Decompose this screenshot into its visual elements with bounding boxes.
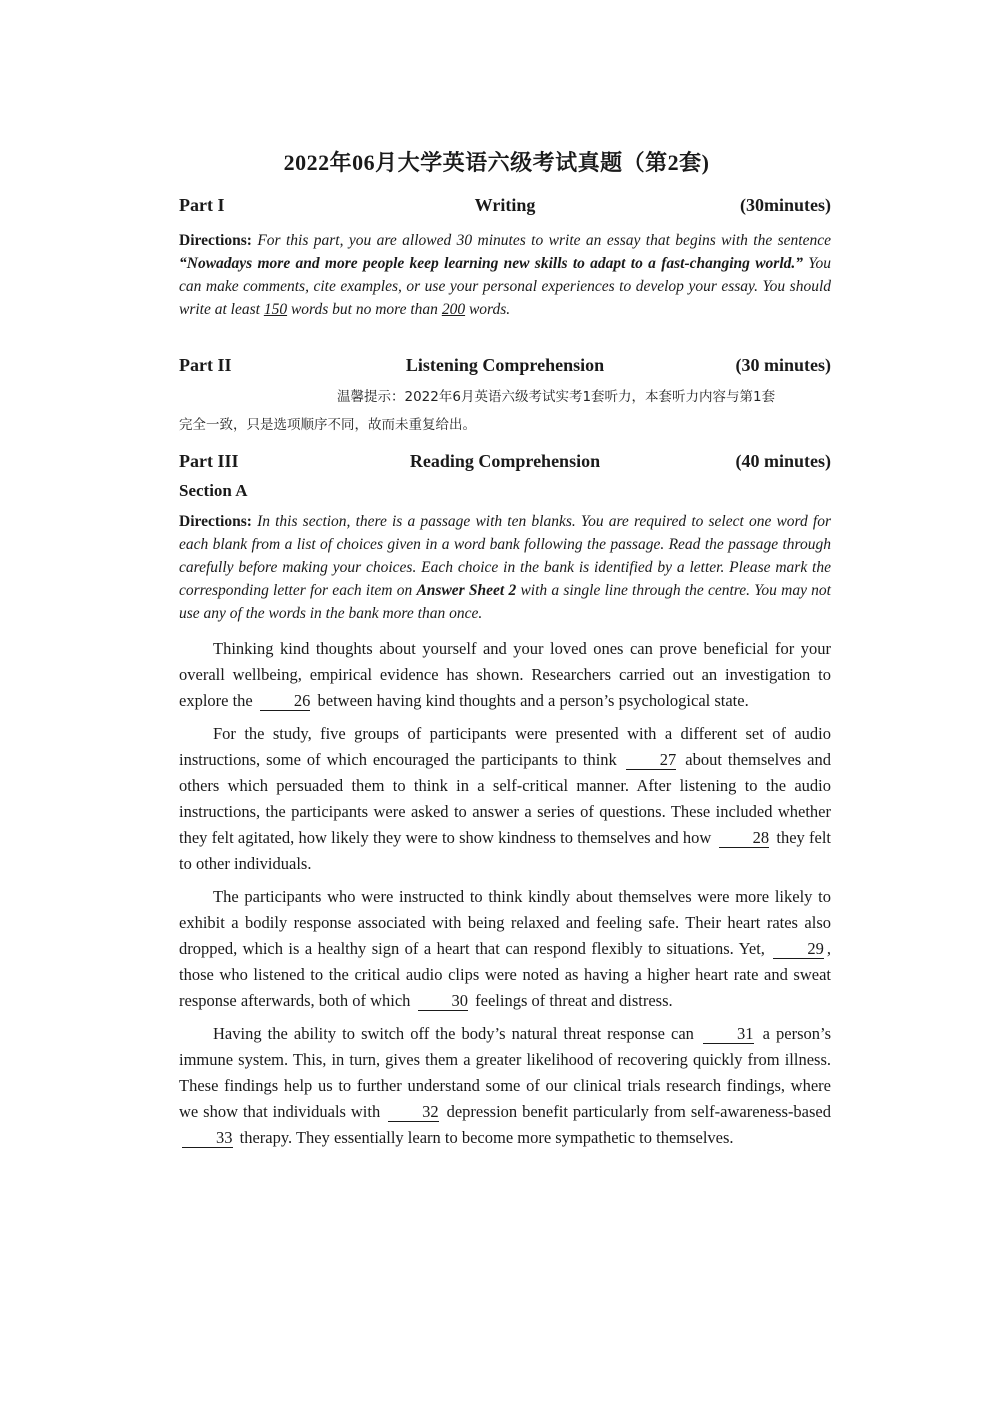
part3-label: Part III	[179, 451, 239, 471]
blank-27: 27	[626, 751, 677, 770]
page-title: 2022年06月大学英语六级考试真题（第2套)	[283, 150, 710, 175]
passage-paragraph-1	[179, 636, 831, 714]
passage-text: Having the ability to switch off the body’s natural threat response can	[213, 1024, 694, 1043]
blank-32: 32	[388, 1103, 439, 1122]
directions-text-a: For this part, you are allowed 30 minutes to write an essay that begins with the sentence	[257, 232, 831, 249]
section-a-heading: Section A	[179, 481, 248, 500]
directions-text-a: In this section, there is a passage with ten blanks. You are required to select one word for each blank from a list of choices given in a word bank following the passage. Read the passage through carefully before making your choices. Each choice in the bank is identified by a letter. Please mark the corresponding letter for each item on	[179, 513, 831, 599]
blank-30: 30	[418, 992, 469, 1011]
blank-26: 26	[260, 692, 311, 711]
answer-sheet-ref: Answer Sheet 2	[416, 582, 517, 599]
part2-label: Part II	[179, 355, 232, 375]
passage-text: therapy. They essentially learn to become more sympathetic to themselves.	[239, 1128, 734, 1147]
passage-text: depression benefit particularly from self-awareness-based	[446, 1102, 832, 1121]
directions-text-b: You can make comments, cite examples, or use your personal experiences to develop your essay. You should write at least	[179, 255, 831, 318]
directions-text-c: words but no more than	[290, 301, 438, 318]
part3-header	[179, 451, 831, 475]
passage-text: a person’s immune system. This, in turn, gives them a greater likelihood of recovering quickly from illness. These findings help us to further understand some of our clinical trials research findings, where we show that individuals with	[179, 1024, 832, 1121]
min-words: 150	[263, 301, 288, 318]
passage-text: they felt to other individuals.	[179, 828, 832, 873]
directions-text-d: words.	[468, 301, 511, 318]
passage-text: , those who listened to the critical audio clips were noted as having a higher heart rate and sweat response afterwards, both of which	[179, 939, 832, 1010]
part2-time: (30 minutes)	[735, 355, 831, 375]
part1-label: Part I	[179, 195, 225, 215]
essay-opening-sentence: “Nowadays more and more people keep learning new skills to adapt to a fast-changing world.”	[179, 255, 803, 272]
part1-name: Writing	[474, 195, 536, 215]
blank-28: 28	[719, 829, 770, 848]
part3-name: Reading Comprehension	[409, 451, 601, 471]
part3-directions	[179, 510, 831, 625]
directions-label: Directions:	[179, 232, 252, 249]
directions-label: Directions:	[179, 513, 252, 530]
part1-time: (30minutes)	[740, 195, 831, 215]
part1-header	[179, 195, 831, 219]
blank-33: 33	[182, 1129, 233, 1148]
part2-name: Listening Comprehension	[405, 355, 605, 375]
passage-text: between having kind thoughts and a person’s psychological state.	[317, 691, 749, 710]
passage-paragraph-4	[179, 1021, 831, 1151]
listening-tip	[179, 383, 831, 439]
blank-29: 29	[773, 940, 824, 959]
passage-text: about themselves and others which persuaded them to think in a self-critical manner. After listening to the audio instructions, the participants were asked to answer a series of questions. These included whether they felt agitated, how likely they were to show kindness to themselves and how	[179, 750, 832, 847]
directions-text-b: with a single line through the centre. You may not use any of the words in the bank more than once.	[179, 582, 831, 622]
passage-text: For the study, five groups of participants were presented with a different set of audio instructions, some of which encouraged the participants to think	[179, 724, 831, 769]
reading-passage	[179, 636, 831, 1158]
blank-31: 31	[703, 1025, 754, 1044]
passage-paragraph-2	[179, 721, 831, 877]
part2-header	[179, 355, 831, 379]
max-words: 200	[441, 301, 466, 318]
passage-paragraph-3	[179, 884, 831, 1014]
part3-time: (40 minutes)	[735, 451, 831, 471]
passage-text: The participants who were instructed to think kindly about themselves were more likely to exhibit a bodily response associated with being relaxed and feeling safe. Their heart rates also dropped, which is a healthy sign of a heart that can respond flexibly to situations. Yet,	[179, 887, 831, 958]
passage-text: feelings of threat and distress.	[475, 991, 673, 1010]
tip-line-2: 完全一致，只是选项顺序不同，故而未重复给出。	[179, 417, 476, 433]
tip-line-1: 温馨提示：2022年6月英语六级考试实考1套听力，本套听力内容与第1套	[337, 389, 776, 405]
part1-directions	[179, 229, 831, 321]
passage-text: Thinking kind thoughts about yourself and your loved ones can prove beneficial for your overall wellbeing, empirical evidence has shown. Researchers carried out an investigation to explore the	[179, 639, 831, 710]
